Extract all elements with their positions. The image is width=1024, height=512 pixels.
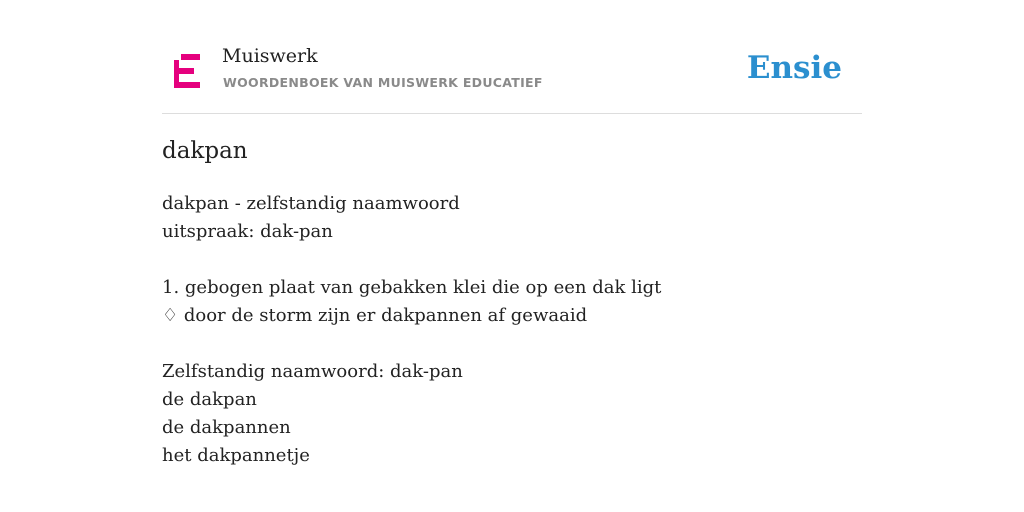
entry-headword: dakpan [162,138,248,164]
entry-body [162,190,661,470]
spacer [162,330,661,358]
site-name[interactable]: Muiswerk [222,45,318,67]
grammar-heading: Zelfstandig naamwoord: dak-pan [162,361,463,382]
site-subtitle: WOORDENBOEK VAN MUISWERK EDUCATIEF [223,75,543,90]
definition-line: 1. gebogen plaat van gebakken klei die op een dak ligt [162,277,662,298]
part-of-speech-line: dakpan - zelfstandig naamwoord [162,193,460,214]
diminutive-form: het dakpannetje [162,445,310,466]
example-line: ♢ door de storm zijn er dakpannen af gewaaid [162,305,588,326]
plural-form: de dakpannen [162,417,291,438]
muiswerk-e-logo-icon[interactable] [174,54,200,88]
site-header [162,0,862,114]
ensie-brand-logo[interactable]: Ensie [746,50,842,86]
singular-form: de dakpan [162,389,257,410]
spacer [162,246,661,274]
pronunciation-line: uitspraak: dak-pan [162,221,333,242]
